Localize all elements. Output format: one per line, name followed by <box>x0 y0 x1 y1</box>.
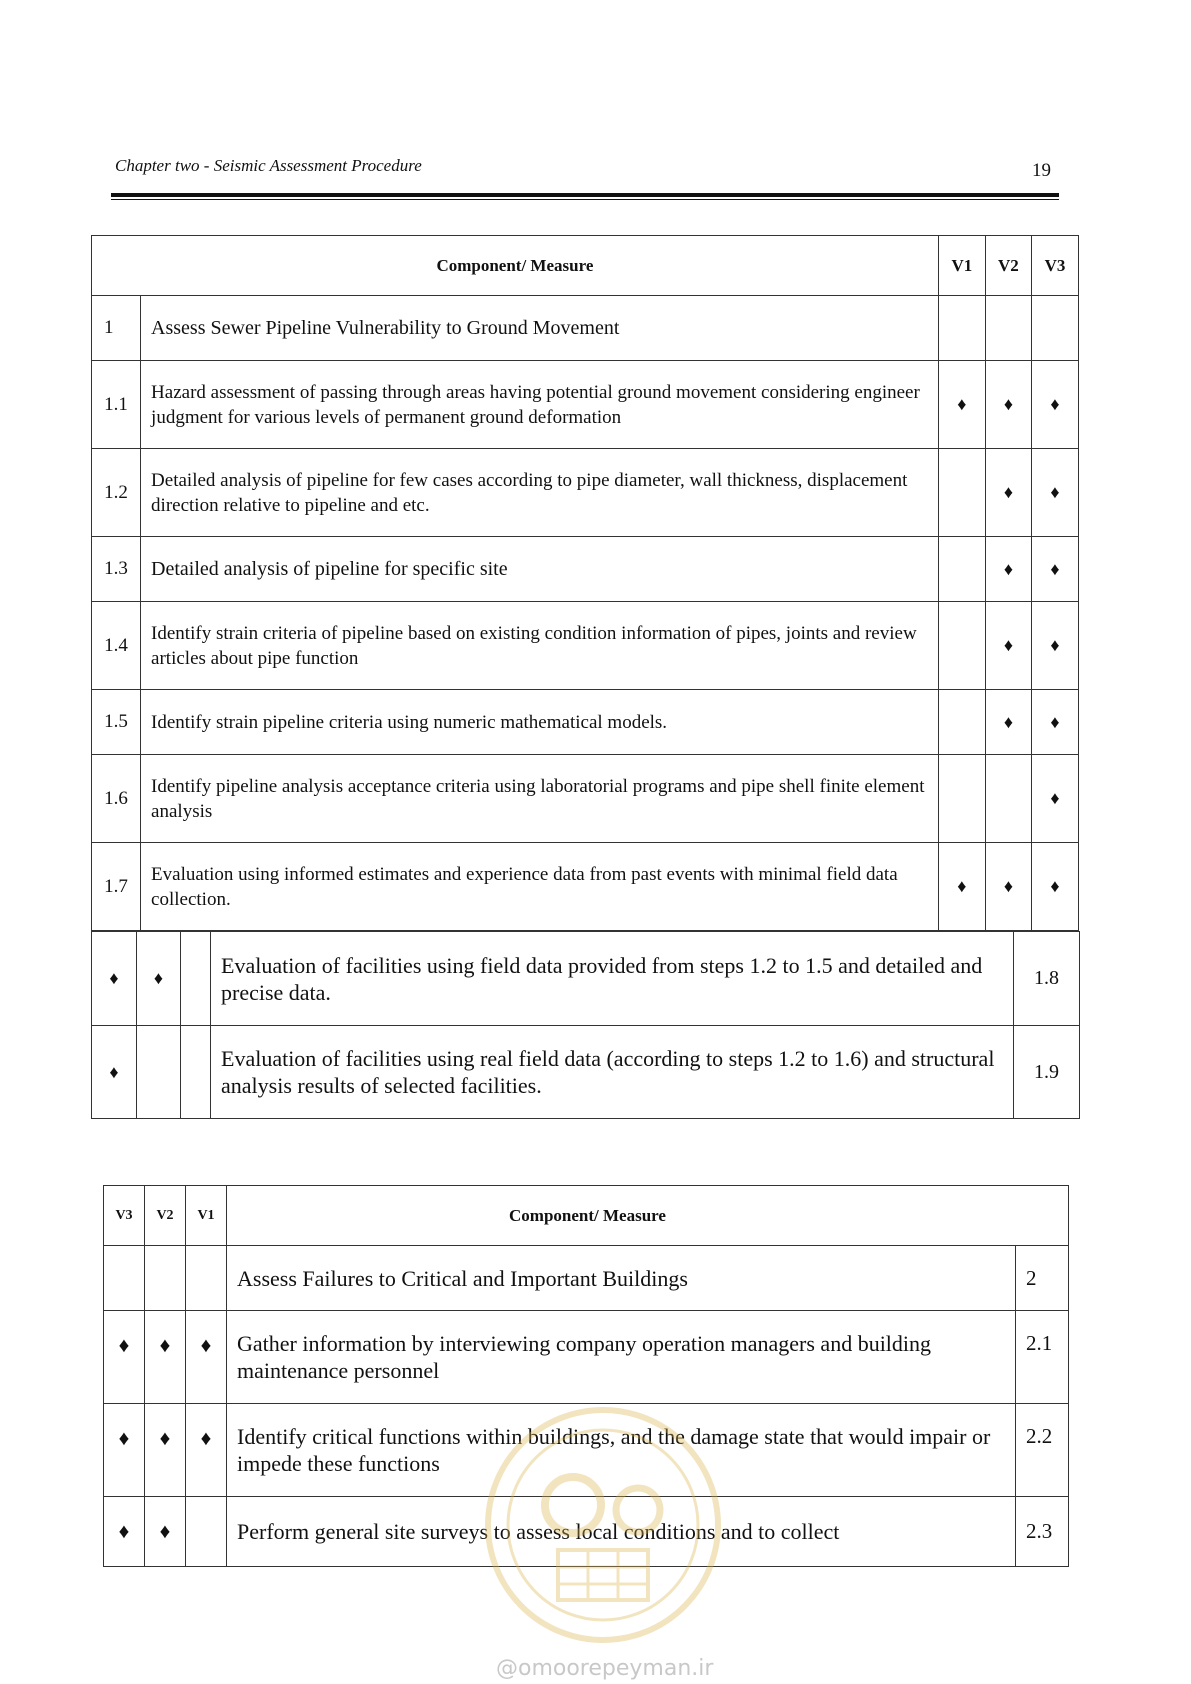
watermark-site-text: @omoorepeyman.ir <box>496 1656 714 1681</box>
table-row <box>104 1311 1069 1404</box>
watermark-seal-icon <box>478 1400 728 1650</box>
table-row <box>92 602 1079 690</box>
v3-marker <box>1031 296 1078 361</box>
v1-marker <box>938 296 985 361</box>
row-number: 2.2 <box>1016 1404 1069 1497</box>
row-number: 1.4 <box>92 602 141 690</box>
row-number: 1.1 <box>92 361 141 449</box>
facility-evaluation-table <box>91 931 1080 1119</box>
table-row <box>92 690 1079 755</box>
row-number: 1.3 <box>92 537 141 602</box>
table-row <box>92 449 1079 537</box>
pipeline-measures-table <box>91 235 1079 931</box>
col2-marker: ♦ <box>137 932 181 1026</box>
row-description: Identify strain pipeline criteria using numeric mathematical models. <box>141 690 939 755</box>
v2-marker: ♦ <box>145 1404 186 1497</box>
column-header-v2: V2 <box>145 1186 186 1246</box>
v2-marker <box>985 755 1031 843</box>
column-header-v3: V3 <box>104 1186 145 1246</box>
v1-marker <box>186 1246 227 1311</box>
v3-marker: ♦ <box>1031 449 1078 537</box>
v3-marker: ♦ <box>1031 602 1078 690</box>
v3-marker: ♦ <box>104 1404 145 1497</box>
row-number: 1 <box>92 296 141 361</box>
row-number: 1.2 <box>92 449 141 537</box>
row-number: 1.5 <box>92 690 141 755</box>
table-row <box>92 361 1079 449</box>
row-number: 1.9 <box>1014 1026 1080 1119</box>
v1-marker: ♦ <box>186 1311 227 1404</box>
v1-marker <box>938 690 985 755</box>
row-description: Identify pipeline analysis acceptance criteria using laboratorial programs and pipe shell finite element analysis <box>141 755 939 843</box>
row-number: 1.6 <box>92 755 141 843</box>
row-description: Assess Failures to Critical and Important Buildings <box>227 1246 1016 1311</box>
v2-marker: ♦ <box>985 602 1031 690</box>
v2-marker: ♦ <box>985 449 1031 537</box>
row-description: Evaluation of facilities using real field data (according to steps 1.2 to 1.6) and structural analysis results of selected facilities. <box>211 1026 1014 1119</box>
v3-marker: ♦ <box>1031 690 1078 755</box>
v3-marker: ♦ <box>1031 843 1078 931</box>
v2-marker: ♦ <box>145 1311 186 1404</box>
v3-marker: ♦ <box>104 1497 145 1567</box>
v3-marker: ♦ <box>104 1311 145 1404</box>
row-number: 2.3 <box>1016 1497 1069 1567</box>
v2-marker: ♦ <box>985 690 1031 755</box>
v3-marker: ♦ <box>1031 537 1078 602</box>
v2-marker <box>985 296 1031 361</box>
table-row <box>104 1246 1069 1311</box>
table-row <box>92 755 1079 843</box>
v1-marker: ♦ <box>186 1404 227 1497</box>
row-description: Identify strain criteria of pipeline based on existing condition information of pipes, joints and review articles about pipe function <box>141 602 939 690</box>
row-description: Detailed analysis of pipeline for specific site <box>141 537 939 602</box>
v1-marker: ♦ <box>938 843 985 931</box>
v2-marker: ♦ <box>985 537 1031 602</box>
row-description: Evaluation using informed estimates and experience data from past events with minimal field data collection. <box>141 843 939 931</box>
v2-marker: ♦ <box>985 361 1031 449</box>
running-header-title: Chapter two - Seismic Assessment Procedure <box>115 156 422 175</box>
column-header-v3: V3 <box>1031 236 1078 296</box>
col1-marker: ♦ <box>92 932 137 1026</box>
header-rule-thick <box>111 193 1059 197</box>
v3-marker: ♦ <box>1031 755 1078 843</box>
column-header-v2: V2 <box>985 236 1031 296</box>
column-header-v1: V1 <box>186 1186 227 1246</box>
component-measure-header: Component/ Measure <box>227 1186 1069 1246</box>
col3-marker <box>181 932 211 1026</box>
table-row <box>92 1026 1080 1119</box>
v1-marker: ♦ <box>938 361 985 449</box>
v1-marker <box>938 755 985 843</box>
row-number: 2.1 <box>1016 1311 1069 1404</box>
row-description: Detailed analysis of pipeline for few cases according to pipe diameter, wall thickness, displacement direction relative to pipeline and etc. <box>141 449 939 537</box>
table-row <box>92 537 1079 602</box>
header-rule-thin <box>111 199 1059 200</box>
col2-marker <box>137 1026 181 1119</box>
row-description: Identify critical functions within buildings, and the damage state that would impair or impede these functions <box>227 1404 1016 1497</box>
row-number: 1.8 <box>1014 932 1080 1026</box>
v1-marker <box>186 1497 227 1567</box>
table-header-row <box>92 236 1079 296</box>
col3-marker <box>181 1026 211 1119</box>
row-description: Evaluation of facilities using field data provided from steps 1.2 to 1.5 and detailed and precise data. <box>211 932 1014 1026</box>
row-description: Gather information by interviewing company operation managers and building maintenance personnel <box>227 1311 1016 1404</box>
table-header-row <box>104 1186 1069 1246</box>
v2-marker: ♦ <box>985 843 1031 931</box>
v3-marker: ♦ <box>1031 361 1078 449</box>
row-description: Hazard assessment of passing through areas having potential ground movement considering engineer judgment for various levels of permanent ground deformation <box>141 361 939 449</box>
row-description: Perform general site surveys to assess local conditions and to collect <box>227 1497 1016 1567</box>
table-row <box>92 843 1079 931</box>
column-header-v1: V1 <box>938 236 985 296</box>
v1-marker <box>938 449 985 537</box>
row-description: Assess Sewer Pipeline Vulnerability to Ground Movement <box>141 296 939 361</box>
table-row <box>92 296 1079 361</box>
row-number: 1.7 <box>92 843 141 931</box>
col1-marker: ♦ <box>92 1026 137 1119</box>
v2-marker <box>145 1246 186 1311</box>
component-measure-header: Component/ Measure <box>92 236 939 296</box>
v1-marker <box>938 537 985 602</box>
table-row <box>92 932 1080 1026</box>
v3-marker <box>104 1246 145 1311</box>
v2-marker: ♦ <box>145 1497 186 1567</box>
page-number: 19 <box>1032 160 1051 181</box>
row-number: 2 <box>1016 1246 1069 1311</box>
v1-marker <box>938 602 985 690</box>
